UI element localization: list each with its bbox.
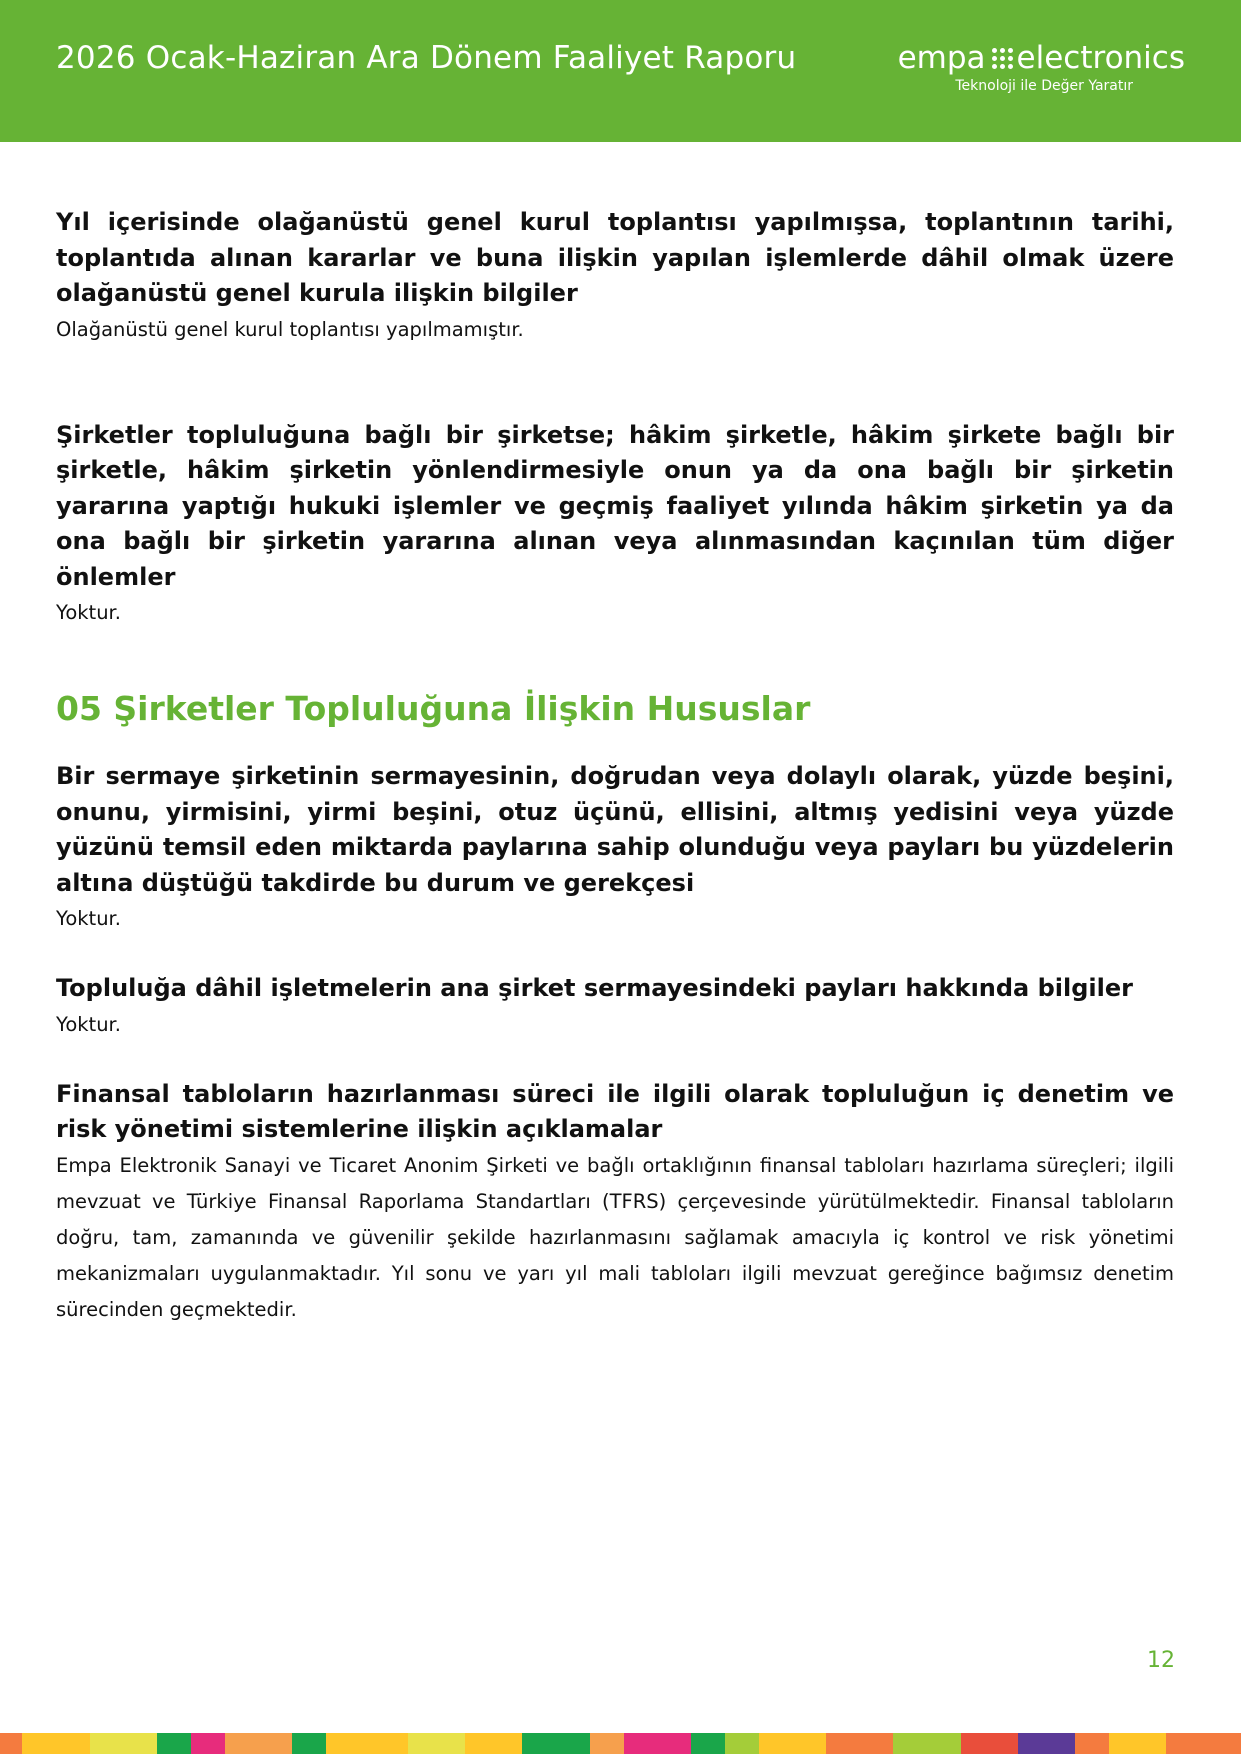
color-strip-segment (961, 1733, 1018, 1754)
color-strip-segment (893, 1733, 960, 1754)
color-strip-segment (465, 1733, 522, 1754)
color-strip-segment (90, 1733, 157, 1754)
answer-parent-company-transactions: Yoktur. (56, 601, 121, 624)
section-heading: 05 Şirketler Topluluğuna İlişkin Hususlar (56, 689, 811, 728)
page-header (0, 0, 1241, 142)
color-strip-segment (522, 1733, 589, 1754)
color-strip-segment (1018, 1733, 1075, 1754)
color-strip-segment (725, 1733, 759, 1754)
answer-extraordinary-general-meeting: Olağanüstü genel kurul toplantısı yapılmamıştır. (56, 317, 524, 341)
color-strip-segment (191, 1733, 225, 1754)
logo-tagline: Teknoloji ile Değer Yaratır (955, 78, 1133, 94)
color-strip-segment (691, 1733, 725, 1754)
page-content (56, 205, 1174, 1328)
color-strip-segment (157, 1733, 191, 1754)
color-strip-segment (326, 1733, 408, 1754)
color-strip-segment (22, 1733, 89, 1754)
answer-capital-share-thresholds: Yoktur. (56, 907, 121, 930)
color-strip-segment (1109, 1733, 1166, 1754)
company-logo (885, 40, 1185, 94)
page-number: 12 (1147, 1648, 1175, 1673)
answer-group-shares-in-parent: Yoktur. (56, 1012, 121, 1036)
color-strip-segment (292, 1733, 326, 1754)
color-strip-segment (826, 1733, 893, 1754)
color-strip-segment (590, 1733, 624, 1754)
logo-word-electronics: electronics (1016, 40, 1185, 76)
question-extraordinary-general-meeting: Yıl içerisinde olağanüstü genel kurul toplantısı yapılmışsa, toplantının tarihi, toplantıda alınan kararlar ve buna ilişkin yapılan işlemlerde dâhil olmak üzere olağanüstü genel kurula ilişkin bilgiler (56, 208, 1174, 307)
color-strip-segment (624, 1733, 691, 1754)
color-strip-segment (1166, 1733, 1241, 1754)
color-strip-segment (0, 1733, 22, 1754)
logo-dots-icon (992, 48, 1013, 69)
question-internal-audit-risk: Finansal tabloların hazırlanması süreci ile ilgili olarak topluluğun iç denetim ve risk yönetimi sistemlerine ilişkin açıklamalar (56, 1079, 1174, 1143)
logo-word-empa: empa (897, 40, 986, 76)
question-parent-company-transactions: Şirketler topluluğuna bağlı bir şirketse; hâkim şirketle, hâkim şirkete bağlı bir şirketle, hâkim şirketin yönlendirmesiyle onun ya da ona bağlı bir şirketin yararına yaptığı hukuki işlemler ve geçmiş faaliyet yılında hâkim şirketin ya da ona bağlı bir şirketin yararına alınan veya alınmasından kaçınılan tüm diğer önlemler (56, 420, 1174, 591)
report-title: 2026 Ocak-Haziran Ara Dönem Faaliyet Raporu (56, 40, 797, 76)
decorative-color-strip (0, 1733, 1241, 1754)
color-strip-segment (408, 1733, 465, 1754)
question-group-shares-in-parent: Topluluğa dâhil işletmelerin ana şirket sermayesindeki payları hakkında bilgiler (56, 974, 1133, 1002)
color-strip-segment (1075, 1733, 1109, 1754)
answer-internal-audit-risk: Empa Elektronik Sanayi ve Ticaret Anonim Şirketi ve bağlı ortaklığının finansal tabloları hazırlama süreçleri; ilgili mevzuat ve Türkiye Finansal Raporlama Standartları (TFRS) çerçevesinde yürütülmektedir. Finansal tabloların doğru, tam, zamanında ve güvenilir şekilde hazırlanmasını sağlamak amacıyla iç kontrol ve risk yönetimi mekanizmaları uygulanmaktadır. Yıl sonu ve yarı yıl mali tabloları ilgili mevzuat gereğince bağımsız denetim sürecinden geçmektedir. (56, 1153, 1174, 1321)
question-capital-share-thresholds: Bir sermaye şirketinin sermayesinin, doğrudan veya dolaylı olarak, yüzde beşini, onunu, yirmisini, yirmi beşini, otuz üçünü, ellisini, altmış yedisini veya yüzde yüzünü temsil eden miktarda paylarına sahip olunduğu veya payları bu yüzdelerin altına düştüğü takdirde bu durum ve gerekçesi (56, 762, 1174, 897)
color-strip-segment (759, 1733, 826, 1754)
color-strip-segment (225, 1733, 292, 1754)
